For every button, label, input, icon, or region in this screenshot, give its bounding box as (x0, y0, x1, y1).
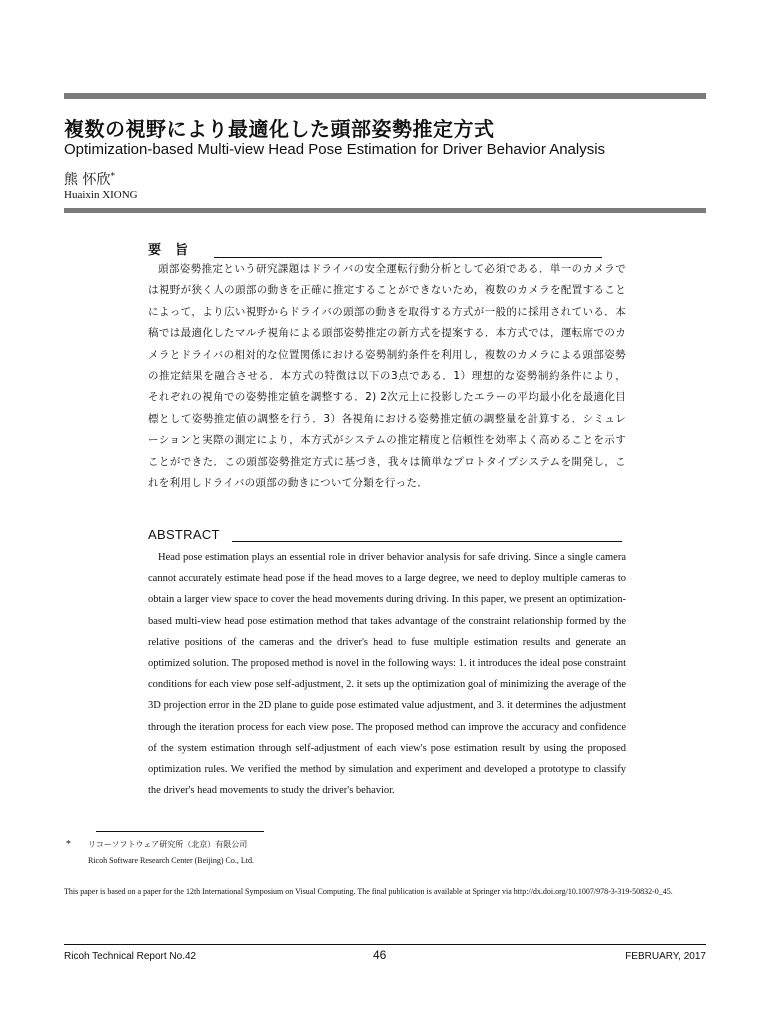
abstract-heading-label: ABSTRACT (148, 527, 220, 542)
publication-note: This paper is based on a paper for the 12th International Symposium on Visual Computing. The final publication is available at Springer via http://dx.doi.org/10.1007/978-3-319-50832-0_45. (64, 887, 673, 896)
author-name-ja-text: 熊 怀欣 (64, 172, 111, 188)
affiliation-japanese: リコーソフトウェア研究所（北京）有限公司 (88, 840, 248, 849)
header-divider-rule (64, 208, 706, 213)
footer-report-name: Ricoh Technical Report No.42 (64, 951, 197, 962)
page-number: 46 (373, 948, 387, 962)
summary-heading (148, 239, 602, 258)
affiliation-english: Ricoh Software Research Center (Beijing) Co., Ltd. (88, 856, 254, 865)
paper-title-english: Optimization-based Multi-view Head Pose Estimation for Driver Behavior Analysis (64, 141, 606, 158)
author-name-japanese (64, 169, 115, 189)
author-footnote-mark: * (110, 171, 115, 182)
footnote-mark: * (66, 839, 71, 850)
paper-title-japanese: 複数の視野により最適化した頭部姿勢推定方式 (64, 117, 495, 141)
summary-heading-line (214, 245, 602, 258)
abstract-heading-line (232, 529, 622, 542)
abstract-text: Head pose estimation plays an essential role in driver behavior analysis for safe driving. Since a single camera cannot accurately estimate head pose if the head moves to a large degree, we need to deploy multiple cameras to obtain a larger view space to cover the head movements during driving. In this paper, we present an optimization-based multi-view head pose estimation method that takes advantage of the constraint relationship formed by the relative positions of the cameras and the driver's head to fuse multiple estimation results and generate an optimized solution. The proposed method is novel in the following ways: 1. it introduces the ideal pose constraint conditions for each view pose self-adjustment, 2. it sets up the optimization goal of minimizing the average of the 3D projection error in the 2D plane to guide pose estimated value adjustment, and 3. it determines the adjustment through the iteration process for each view pose. The proposed method can improve the accuracy and confidence of the system estimation through self-adjustment of each view's pose estimation result by using the proposed optimization rules. We verified the method by simulation and experiment and developed a prototype to classify the driver's head movements to study the driver's behavior. (148, 552, 626, 797)
footnote-rule (96, 831, 264, 832)
top-rule (64, 93, 706, 99)
footer-rule (64, 944, 706, 945)
author-name-english: Huaixin XIONG (64, 189, 138, 201)
footer-date: FEBRUARY, 2017 (625, 951, 706, 962)
summary-heading-label: 要旨 (148, 243, 203, 258)
abstract-heading (148, 527, 622, 542)
summary-japanese-text: 頭部姿勢推定という研究課題はドライバの安全運転行動分析として必須である．単一のカメラでは視野が狭く人の頭部の動きを正確に推定することができないため，複数のカメラを配置することによって，より広い視野からドライバの頭部の動きを取得する方式が一般的に採用されている．本稿では最適化したマルチ視角による頭部姿勢推定の新方式を提案する．本方式では，運転席でのカメラとドライバの相対的な位置関係における姿勢制約条件を利用し，複数のカメラによる頭部姿勢の推定結果を融合させる．本方式の特徴は以下の3点である．1）理想的な姿勢制約条件により，それぞれの視角での姿勢推定値を調整する．2) 2次元上に投影したエラーの平均最小化を最適化目標として姿勢推定値の調整を行う．3）各視角における姿勢推定値の調整量を計算する．シミュレーションと実際の測定により，本方式がシステムの推定精度と信頼性を効率よく高めることを示すことができた．この頭部姿勢推定方式に基づき，我々は簡単なプロトタイプシステムを開発し，これを利用しドライバの頭部の動きについて分類を行った． (148, 263, 626, 490)
